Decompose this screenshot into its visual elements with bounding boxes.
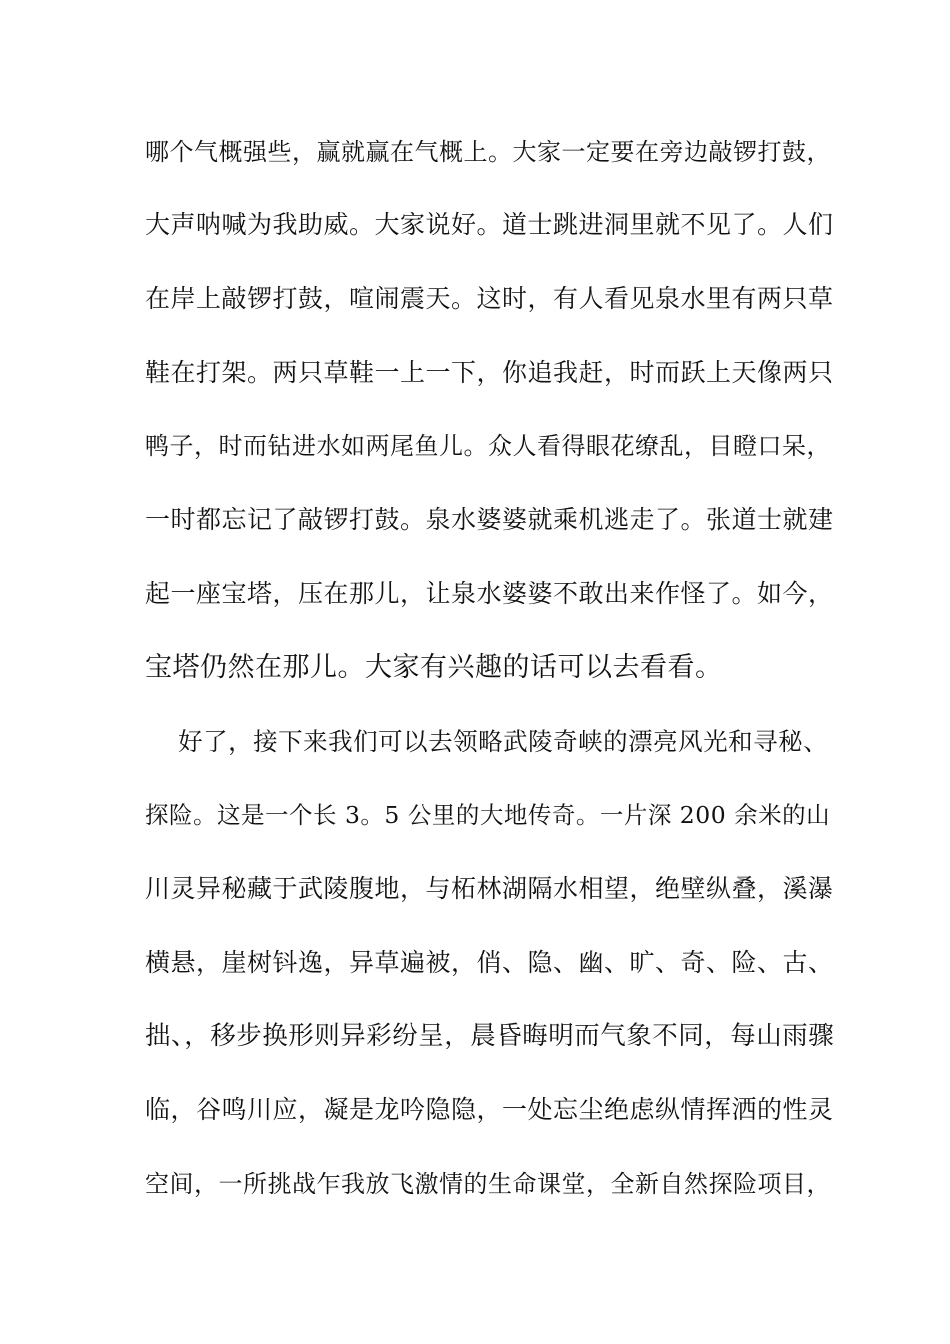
text-line: 大声呐喊为我助威。大家说好。道士跳进洞里就不见了。人们: [145, 210, 834, 239]
text-line: 空间，一所挑战乍我放飞激情的生命课堂，全新自然探险项目，: [145, 1170, 831, 1198]
text-line: 横悬，崖树钭逸，异草遍被，俏、隐、幽、旷、奇、险、古、: [145, 948, 834, 977]
text-line: 拙、，移步换形则异彩纷呈，晨昏晦明而气象不同，每山雨骤: [145, 1021, 835, 1051]
text-line: 宝塔仍然在那儿。大家有兴趣的话可以去看看。: [145, 652, 723, 683]
text-line: 起一座宝塔，压在那儿，让泉水婆婆不敢出来作怪了。如今，: [145, 579, 834, 608]
text-line: 哪个气概强些，赢就赢在气概上。大家一定要在旁边敲锣打鼓，: [145, 138, 831, 166]
text-line: 一时都忘记了敲锣打鼓。泉水婆婆就乘机逃走了。张道士就建: [145, 505, 834, 534]
text-line: 鞋在打架。两只草鞋一上一下，你追我赶，时而跃上天像两只: [145, 358, 834, 387]
text-line: 鸭子，时而钻进水如两尾鱼儿。众人看得眼花缭乱，目瞪口呆，: [145, 432, 831, 460]
text-line: 好了，接下来我们可以去领略武陵奇峡的漂亮风光和寻秘、: [145, 727, 829, 756]
text-line: 探险。这是一个长 3。5 公里的大地传奇。一片深 200 余米的山: [145, 801, 831, 829]
text-line: 川灵异秘藏于武陵腹地，与柘林湖隔水相望，绝壁纵叠，溪瀑: [145, 874, 834, 903]
text-line: 临，谷鸣川应，凝是龙吟隐隐，一处忘尘绝虑纵情挥洒的性灵: [145, 1095, 834, 1124]
text-line: 在岸上敲锣打鼓，喧闹震天。这时，有人看见泉水里有两只草: [145, 284, 834, 313]
